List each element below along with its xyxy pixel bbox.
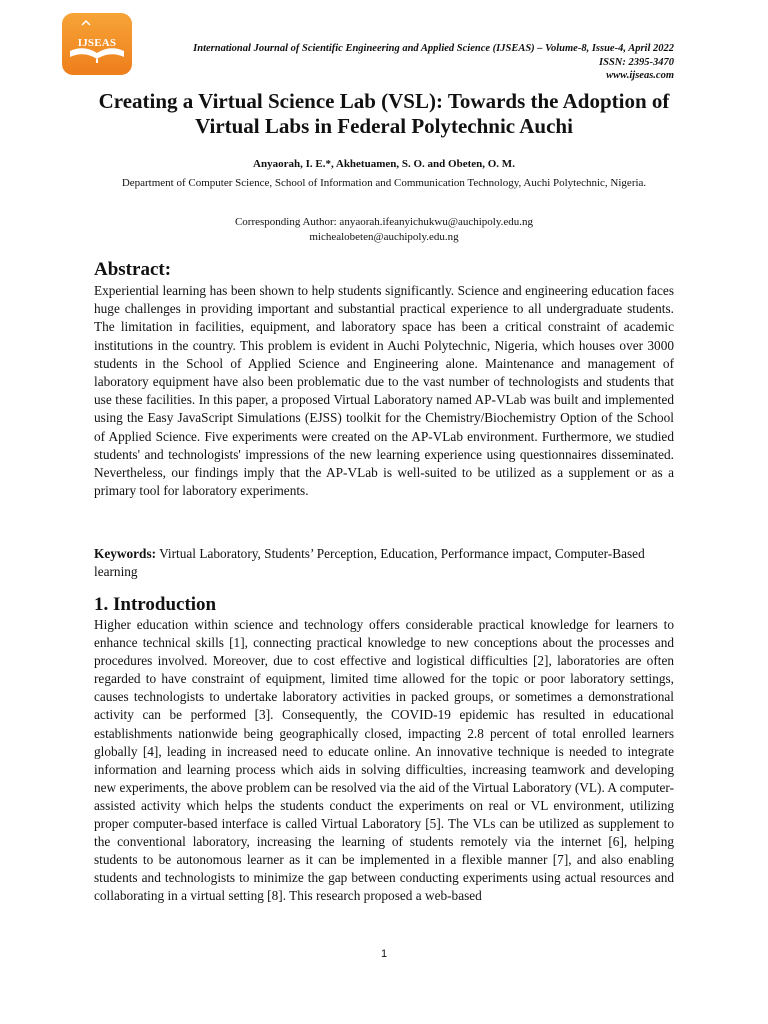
introduction-text: Higher education within science and technology offers considerable practical knowledge for learners to enhance technical skills [1], connecting practical knowledge to new conceptions about the processes and procedures involved. Moreover, due to cost effective and logistical difficulties [2], laboratories are often regarded to have constraint of equipment, limited time allowed for the topic or poor laboratory settings, causes technologists to undertake laboratory activities in packed groups, or sometimes a demonstrational activity can be performed [3]. Consequently, the COVID-19 epidemic has resulted in educational establishments nationwide being geographically closed, impacting 2.8 percent of total enrolled learners globally [4], leading in increased need to educate online. An innovative technique is needed to integrate information and learning process which aids in solving difficulties, increasing teamwork and developing new experiments, the above problem can be resolved via the aid of the Virtual Laboratory (VL). A computer-assisted activity which helps the students conduct the experiments on real or VL environment, utilizing proper computer-based interface is called Virtual Laboratory [5]. The VLs can be utilized as supplement to the conventional laboratory, increasing the learning of students remotely via the internet [6], helping students to be autonomous learner as it can be implemented in a flexible manner [7], and also enabling students and technologists to minimize the gap between conducting experiments using actual resources and collaborating in a virtual setting [8]. This research proposed a web-based xyxy=(94,617,674,904)
page-number: 1 xyxy=(380,948,388,960)
journal-website[interactable]: www.ijseas.com xyxy=(606,70,674,81)
keywords-text: Virtual Laboratory, Students’ Perception, Education, Performance impact, Computer-Based learning xyxy=(94,546,645,580)
issn: ISSN: 2395-3470 xyxy=(599,56,674,68)
journal-citation: International Journal of Scientific Engineering and Applied Science (IJSEAS) – Volume-8, Issue-4, April 2022 xyxy=(193,43,674,54)
abstract-text: Experiential learning has been shown to help students significantly. Science and engineering education faces huge challenges in providing important and substantial practical experience to all undergraduate students. The limitation in facilities, equipment, and laboratory space has been a critical constraint of academic institutions in the country. This problem is evident in Auchi Polytechnic, Nigeria, which houses over 3000 students in the School of Applied Science and Engineering alone. Maintenance and management of laboratory equipment have also been problematic due to the vast number of technologists and students that use these facilities. In this paper, a proposed Virtual Laboratory named AP-VLab was built and implemented using the Easy JavaScript Simulations (EJSS) toolkit for the Chemistry/Biochemistry Option of the School of Applied Science. Five experiments were created on the AP-VLab environment. Furthermore, we studied students' and technologists' impressions of the new learning experience using questionnaires disseminated. Nevertheless, our findings imply that the AP-VLab is well-suited to be utilized as a supplement or as a primary tool for laboratory experiments. xyxy=(94,283,674,499)
introduction-heading: 1. Introduction xyxy=(94,594,217,615)
keywords xyxy=(94,545,674,581)
journal-logo xyxy=(62,13,132,75)
corresponding-email[interactable]: Corresponding Author: anyaorah.ifeanyichukwu@auchipoly.edu.ng xyxy=(234,216,534,228)
keywords-label: Keywords: xyxy=(94,546,157,561)
corresponding-author xyxy=(94,215,674,244)
logo-text: IJSEAS xyxy=(77,37,117,49)
author-list: Anyaorah, I. E.*, Akhetuamen, S. O. and Obeten, O. M. xyxy=(253,158,515,170)
affiliation: Department of Computer Science, School of Information and Communication Technology, Auchi Polytechnic, Nigeria. xyxy=(121,177,647,189)
abstract-heading: Abstract: xyxy=(94,259,172,280)
journal-header xyxy=(193,42,674,83)
secondary-email[interactable]: michealobeten@auchipoly.edu.ng xyxy=(309,230,459,243)
paper-title: Creating a Virtual Science Lab (VSL): Towards the Adoption of Virtual Labs in Federal Polytechnic Auchi xyxy=(98,89,670,138)
